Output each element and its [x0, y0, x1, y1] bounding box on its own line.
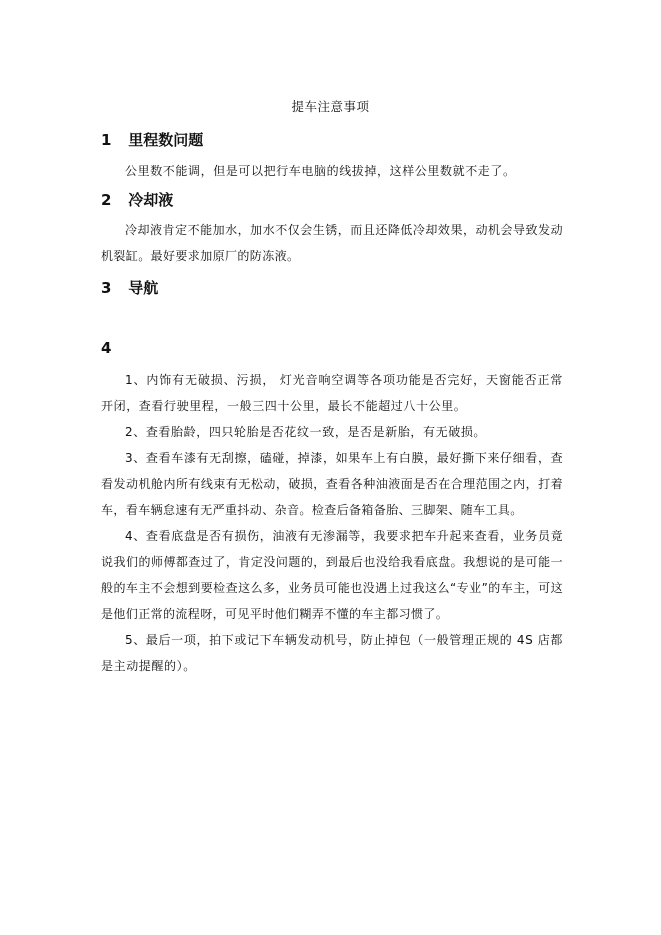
- section-title: 里程数问题: [128, 131, 204, 149]
- section-heading-4: [101, 338, 123, 358]
- section-heading-2: [101, 190, 173, 210]
- section-number: 4: [101, 339, 112, 357]
- section-number: 3: [101, 279, 112, 297]
- section-heading-1: [101, 130, 203, 150]
- list-item: 2、查看胎龄，四只轮胎是否花纹一致，是否是新胎，有无破损。: [125, 425, 487, 439]
- document-title: 提车注意事项: [291, 99, 370, 114]
- paragraph: 冷却液肯定不能加水，加水不仅会生锈，而且还降低冷却效果，动机会导致发动机裂缸。最好要求加原厂的防冻液。: [101, 223, 563, 263]
- paragraph: 公里数不能调，但是可以把行车电脑的线拔掉，这样公里数就不走了。: [125, 164, 516, 178]
- list-item: 4、查看底盘是否有损伤，油液有无渗漏等，我要求把车升起来查看，业务员竟说我们的师傅都查过了，肯定没问题的，到最后也没给我看底盘。我想说的是可能一般的车主不会想到要检查这么多，业务员可能也没遇上过我这么“专业”的车主，可这是他们正常的流程呀，可见平时他们糊弄不懂的车主都习惯了。: [101, 529, 563, 621]
- section-heading-3: [101, 278, 158, 298]
- section-number: 2: [101, 191, 112, 209]
- section-title: 导航: [128, 279, 159, 297]
- section-title: 冷却液: [128, 191, 174, 209]
- section-number: 1: [101, 131, 112, 149]
- list-item: 5、最后一项，拍下或记下车辆发动机号，防止掉包（一般管理正规的 4S 店都是主动提醒的）。: [101, 633, 563, 673]
- list-item: 3、查看车漆有无刮擦，磕碰，掉漆，如果车上有白膜，最好撕下来仔细看，查看发动机舱内所有线束有无松动，破损，查看各种油液面是否在合理范围之内，打着车，看车辆怠速有无严重抖动、杂音。检查后备箱备胎、三脚架、随车工具。: [101, 451, 563, 517]
- list-item: 1、内饰有无破损、污损， 灯光音响空调等各项功能是否完好，天窗能否正常开闭，查看行驶里程，一般三四十公里，最长不能超过八十公里。: [101, 373, 563, 413]
